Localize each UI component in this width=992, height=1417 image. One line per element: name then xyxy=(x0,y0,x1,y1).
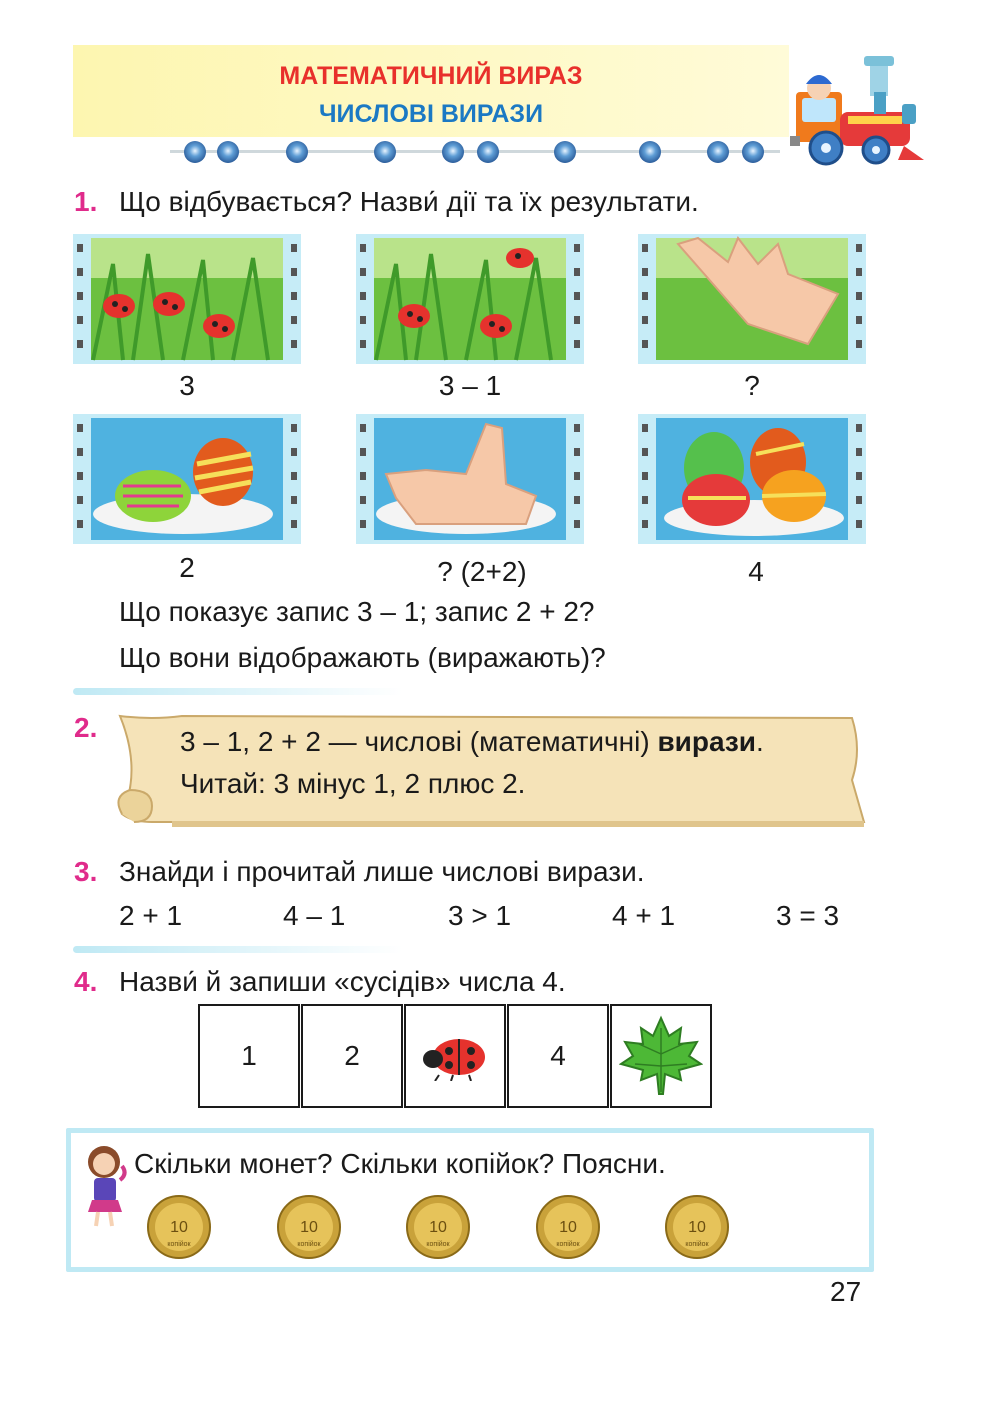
coin-caption: копійок xyxy=(297,1241,321,1248)
caption-1-3: ? xyxy=(744,370,760,401)
wheels-decoration xyxy=(170,138,780,164)
task-2-number: 2. xyxy=(74,712,98,743)
number-cell: 2 xyxy=(301,1004,403,1108)
coin-icon xyxy=(276,1194,342,1260)
page-subtitle: ЧИСЛОВІ ВИРАЗИ xyxy=(318,100,544,128)
maple-leaf-icon xyxy=(619,1014,703,1098)
coin-icon xyxy=(146,1194,212,1260)
girl-icon xyxy=(80,1140,130,1232)
expression-1: 2 + 1 xyxy=(119,900,183,931)
definition-end: . xyxy=(756,726,764,757)
expression-4: 4 + 1 xyxy=(612,900,676,931)
image-frame-four-eggs xyxy=(638,414,866,544)
separator xyxy=(73,688,403,695)
coin-caption: копійок xyxy=(556,1241,580,1248)
caption-2-1: 2 xyxy=(179,552,195,583)
image-frame-two-eggs xyxy=(73,414,301,544)
number-cell: 1 xyxy=(198,1004,300,1108)
coin-value: 10 xyxy=(429,1219,447,1236)
image-frame-three-ladybugs xyxy=(73,234,301,364)
coin-icon xyxy=(535,1194,601,1260)
page-title: МАТЕМАТИЧНИЙ ВИРАЗ xyxy=(279,62,583,90)
separator xyxy=(73,946,403,953)
task-4-number: 4. xyxy=(74,966,98,997)
train-icon xyxy=(786,40,936,170)
image-frame-hand-over-plate xyxy=(356,414,584,544)
coin-value: 10 xyxy=(300,1219,318,1236)
coin-value: 10 xyxy=(559,1219,577,1236)
definition-term: вирази xyxy=(657,726,757,757)
task-3-number: 3. xyxy=(74,856,98,887)
page-number: 27 xyxy=(830,1276,862,1307)
expression-2: 4 – 1 xyxy=(283,900,346,931)
caption-2-3: 4 xyxy=(748,556,764,587)
definition-text: 3 – 1, 2 + 2 — числові (математичні) xyxy=(180,726,658,757)
caption-2-2: ? (2+2) xyxy=(437,556,527,587)
task-2-reading: Читай: 3 мінус 1, 2 плюс 2. xyxy=(180,768,526,799)
image-frame-hand-covering xyxy=(638,234,866,364)
caption-1-2: 3 – 1 xyxy=(438,370,502,401)
ladybug-icon xyxy=(419,1031,491,1081)
coin-caption: копійок xyxy=(167,1241,191,1248)
expression-5: 3 = 3 xyxy=(776,900,840,931)
expression-3: 3 > 1 xyxy=(448,900,512,931)
coin-value: 10 xyxy=(170,1219,188,1236)
task-1-number: 1. xyxy=(74,186,98,217)
coin-caption: копійок xyxy=(426,1241,450,1248)
task-3-prompt: Знайди і прочитай лише числові вирази. xyxy=(119,856,645,887)
leaf-cell xyxy=(610,1004,712,1108)
coin-icon xyxy=(405,1194,471,1260)
task-1-prompt: Що відбувається? Назви́ дії та їх результати. xyxy=(119,186,699,217)
task-2-definition xyxy=(180,726,764,758)
task-1-question-1: Що показує запис 3 – 1; запис 2 + 2? xyxy=(119,596,595,627)
coin-value: 10 xyxy=(688,1219,706,1236)
coin-icon xyxy=(664,1194,730,1260)
bonus-prompt: Скільки монет? Скільки копійок? Поясни. xyxy=(134,1148,666,1179)
task-1-question-2: Що вони відображають (виражають)? xyxy=(119,642,606,673)
coin-caption: копійок xyxy=(685,1241,709,1248)
image-frame-ladybug-flies-away xyxy=(356,234,584,364)
number-cell: 4 xyxy=(507,1004,609,1108)
task-4-prompt: Назви́ й запиши «сусідів» числа 4. xyxy=(119,966,566,997)
ladybug-cell xyxy=(404,1004,506,1108)
caption-1-1: 3 xyxy=(179,370,195,401)
